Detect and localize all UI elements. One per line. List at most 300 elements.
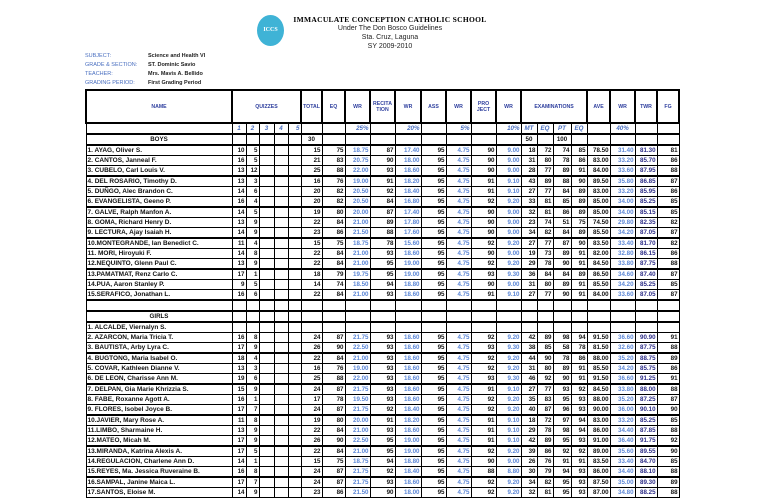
grade-cell: 91 [471, 426, 496, 436]
grade-cell: 19.00 [395, 436, 421, 447]
grade-cell: 77 [537, 384, 553, 395]
grade-cell: 8 [246, 467, 259, 478]
grade-cell: 87 [657, 228, 679, 239]
grade-cell: 25 [301, 374, 322, 385]
grade-cell: 94 [370, 457, 395, 467]
student-row [86, 415, 679, 426]
grade-cell: 91 [471, 187, 496, 197]
grade-cell: 9.20 [496, 488, 521, 498]
grade-cell [496, 322, 521, 333]
grade-cell [288, 176, 301, 187]
grade-cell: 95 [370, 259, 395, 270]
blank-cell [657, 123, 679, 134]
grade-cell [274, 197, 288, 208]
grade-cell: 81 [537, 197, 553, 208]
grade-cell [274, 364, 288, 374]
grade-cell: 18 [521, 415, 537, 426]
grade-cell: 9.20 [496, 395, 521, 405]
grade-cell: 88 [657, 467, 679, 478]
meta-subject [85, 53, 205, 60]
grade-cell [274, 166, 288, 177]
grade-cell [259, 187, 274, 197]
blank-cell [610, 311, 635, 322]
grade-cell: 95 [421, 353, 446, 364]
grade-cell: 88 [322, 374, 345, 385]
grade-cell [259, 333, 274, 343]
grade-cell: 88.75 [635, 353, 657, 364]
grade-cell: 18.75 [345, 145, 370, 156]
grade-cell: 40 [521, 405, 537, 416]
student-row [86, 187, 679, 197]
grade-cell [259, 290, 274, 301]
grade-cell: 91 [471, 415, 496, 426]
grade-cell: 33.40 [610, 238, 635, 249]
grade-cell: 35.20 [610, 395, 635, 405]
grade-cell: 44 [521, 353, 537, 364]
grade-cell [259, 457, 274, 467]
grade-cell: 19.75 [345, 269, 370, 280]
grade-cell: 34.20 [610, 280, 635, 290]
grade-cell [259, 238, 274, 249]
grade-cell [571, 322, 587, 333]
grade-cell: 4.75 [446, 156, 471, 166]
subheader-row [86, 123, 679, 134]
student-name: 3. BAUTISTA, Arby Lyra C. [86, 343, 232, 354]
grade-cell: 14 [232, 249, 246, 259]
grade-cell: 31 [521, 156, 537, 166]
grade-cell: 4.75 [446, 290, 471, 301]
grade-cell [288, 249, 301, 259]
blank-cell [301, 311, 322, 322]
grade-cell: 27 [521, 384, 537, 395]
grade-cell: 17.40 [395, 207, 421, 218]
grade-cell: 91 [571, 249, 587, 259]
header-wr: WR [395, 90, 421, 123]
grade-cell: 4.75 [446, 477, 471, 488]
grade-cell: 74.50 [587, 218, 610, 228]
grade-cell: 21.00 [345, 290, 370, 301]
blank-cell [446, 311, 471, 322]
grade-cell: 87 [370, 145, 395, 156]
grade-cell: 9 [246, 488, 259, 498]
blank-cell [301, 300, 322, 311]
grade-cell [274, 207, 288, 218]
grade-cell [274, 343, 288, 354]
grade-cell: 9.20 [496, 364, 521, 374]
grade-cell: 18.60 [395, 290, 421, 301]
grade-cell: 87.85 [635, 426, 657, 436]
quiz-number: 5 [288, 123, 301, 134]
grade-cell: 16 [232, 395, 246, 405]
grade-cell: 15 [232, 384, 246, 395]
grade-cell: 83.00 [587, 187, 610, 197]
grade-cell: 33.80 [610, 259, 635, 270]
grade-cell: 87 [322, 467, 345, 478]
grade-cell: 87.00 [587, 488, 610, 498]
grade-cell [274, 322, 288, 333]
student-row [86, 405, 679, 416]
grade-cell: 34 [521, 477, 537, 488]
grade-cell: 39 [521, 446, 537, 457]
grade-cell: 81.70 [635, 238, 657, 249]
grade-cell: 4.75 [446, 457, 471, 467]
grade-cell: 19.00 [345, 176, 370, 187]
grade-cell: 3 [246, 364, 259, 374]
grade-cell: 18.60 [395, 477, 421, 488]
grade-cell: 84.50 [587, 384, 610, 395]
student-name: 6. DE LEON, Charisse Ann M. [86, 374, 232, 385]
blank-cell [587, 134, 610, 145]
grade-cell: 92 [370, 187, 395, 197]
header-recitation: RECITA TION [370, 90, 395, 123]
grade-cell: 21.50 [345, 228, 370, 239]
grade-cell [288, 426, 301, 436]
meta-grade-section [85, 62, 195, 69]
grade-cell: 18.20 [395, 415, 421, 426]
grade-cell: 9.20 [496, 259, 521, 270]
grade-cell: 9.10 [496, 187, 521, 197]
grade-cell: 86 [657, 187, 679, 197]
grade-cell: 89 [553, 364, 571, 374]
grade-cell: 93 [370, 477, 395, 488]
student-row [86, 176, 679, 187]
grade-cell: 91.50 [587, 374, 610, 385]
grade-cell: 90 [571, 176, 587, 187]
grade-cell: 21.00 [345, 259, 370, 270]
grade-cell: 80 [322, 207, 345, 218]
grade-cell [610, 322, 635, 333]
grade-cell: 86.00 [587, 467, 610, 478]
section-label: BOYS [86, 134, 232, 145]
grade-cell: 19 [521, 249, 537, 259]
grade-cell [288, 218, 301, 228]
grade-cell: 95 [553, 395, 571, 405]
grade-cell [259, 446, 274, 457]
grade-cell: 78 [370, 238, 395, 249]
grade-cell: 78 [537, 259, 553, 270]
grade-cell [259, 426, 274, 436]
grade-cell [288, 187, 301, 197]
grade-cell: 33.20 [610, 415, 635, 426]
grade-cell: 90 [322, 343, 345, 354]
grade-cell: 4.75 [446, 333, 471, 343]
grade-cell: 83.00 [587, 156, 610, 166]
grade-cell: 4.75 [446, 415, 471, 426]
grade-cell: 21.00 [345, 446, 370, 457]
grade-cell [274, 426, 288, 436]
grade-cell: 27 [521, 238, 537, 249]
grade-cell: 4.75 [446, 176, 471, 187]
student-name: 12.MATEO, Micah M. [86, 436, 232, 447]
grade-cell: 88 [553, 176, 571, 187]
grade-cell: 84 [322, 218, 345, 228]
blank-cell [521, 300, 537, 311]
student-name: 8. FABE, Roxanne Agott A. [86, 395, 232, 405]
grade-cell: 4.75 [446, 353, 471, 364]
grade-cell: 22 [301, 446, 322, 457]
grade-cell: 20 [301, 187, 322, 197]
grade-cell: 90 [471, 249, 496, 259]
grade-cell: 18.60 [395, 249, 421, 259]
grade-cell [274, 457, 288, 467]
grade-cell: 87.05 [635, 290, 657, 301]
grade-cell: 4.75 [446, 166, 471, 177]
blank-cell [288, 311, 301, 322]
grade-cell: 87 [322, 333, 345, 343]
grade-cell: 94 [370, 280, 395, 290]
grade-cell: 95 [421, 405, 446, 416]
grade-cell: 91 [471, 290, 496, 301]
grade-cell [274, 280, 288, 290]
grade-cell: 9 [246, 228, 259, 239]
grade-cell: 86 [657, 249, 679, 259]
grade-cell: 21.00 [345, 218, 370, 228]
grade-cell: 86.50 [587, 269, 610, 280]
blank-cell [537, 300, 553, 311]
grade-cell: 92 [553, 446, 571, 457]
grade-cell: 88 [657, 166, 679, 177]
grade-cell: 93 [571, 436, 587, 447]
student-name: 11.LIMBO, Sharmaine H. [86, 426, 232, 436]
student-name: 1. AYAG, Oliver S. [86, 145, 232, 156]
grade-cell [259, 477, 274, 488]
grade-cell: 95 [421, 166, 446, 177]
grade-cell: 85 [657, 197, 679, 208]
exam-col-pt: PT [553, 123, 571, 134]
grade-cell: 21.75 [345, 333, 370, 343]
grade-cell: 95 [421, 176, 446, 187]
grade-cell: 92 [471, 405, 496, 416]
blank-cell [446, 134, 471, 145]
blank-cell [301, 123, 322, 134]
grade-cell: 17.80 [395, 218, 421, 228]
grade-cell [259, 405, 274, 416]
grade-cell: 20 [301, 197, 322, 208]
grade-cell: 92 [471, 259, 496, 270]
grade-cell: 95 [370, 269, 395, 280]
grade-cell: 18.00 [395, 156, 421, 166]
grade-cell: 95 [421, 207, 446, 218]
grade-cell: 19.00 [395, 446, 421, 457]
student-row [86, 156, 679, 166]
header-project: PRO JECT [471, 90, 496, 123]
grade-cell: 9.10 [496, 415, 521, 426]
grade-cell: 4.75 [446, 395, 471, 405]
grade-cell: 92 [571, 384, 587, 395]
grade-cell: 34.60 [610, 269, 635, 280]
grade-cell: 6 [246, 374, 259, 385]
grade-cell: 35.80 [610, 176, 635, 187]
grade-cell: 78.50 [587, 145, 610, 156]
grade-cell [288, 436, 301, 447]
grade-cell: 17 [232, 446, 246, 457]
grade-cell: 21.75 [345, 405, 370, 416]
grade-cell: 75 [322, 238, 345, 249]
meta-label: GRADE & SECTION: [85, 62, 138, 68]
grade-cell: 5 [246, 156, 259, 166]
grade-cell [553, 322, 571, 333]
grade-cell: 23 [301, 228, 322, 239]
grade-cell: 33.60 [610, 166, 635, 177]
grade-cell: 42 [521, 333, 537, 343]
blank-cell [322, 300, 345, 311]
grade-cell: 91 [471, 176, 496, 187]
grade-cell: 95 [553, 477, 571, 488]
grade-cell: 89 [553, 166, 571, 177]
grade-cell: 95 [421, 333, 446, 343]
grade-cell: 34.80 [610, 488, 635, 498]
header-wr: WR [446, 90, 471, 123]
blank-cell [471, 123, 496, 134]
grade-cell: 4.75 [446, 207, 471, 218]
meta-label: TEACHER: [85, 71, 113, 77]
blank-cell [370, 300, 395, 311]
grade-cell: 9.10 [496, 176, 521, 187]
grade-cell [274, 446, 288, 457]
grade-cell: 92 [471, 446, 496, 457]
grade-cell: 95 [421, 290, 446, 301]
exam-col-mt: MT [521, 123, 537, 134]
section-row [86, 311, 679, 322]
grade-cell: 33 [521, 197, 537, 208]
grade-cell: 51 [553, 218, 571, 228]
blank-cell [288, 134, 301, 145]
blank-cell [421, 300, 446, 311]
grade-cell: 17.60 [395, 228, 421, 239]
header-fg: FG [657, 90, 679, 123]
grade-cell: 19.00 [395, 259, 421, 270]
grade-cell: 9.20 [496, 333, 521, 343]
grade-cell: 9.00 [496, 228, 521, 239]
grade-cell: 18.75 [345, 238, 370, 249]
student-name: 9. FLORES, Isobel Joyce B. [86, 405, 232, 416]
grade-cell: 4.75 [446, 249, 471, 259]
grade-cell: 82 [537, 477, 553, 488]
grade-cell: 84 [322, 259, 345, 270]
blank-cell [232, 300, 246, 311]
blank-cell [537, 134, 553, 145]
mt-total-items: 50 [521, 134, 537, 145]
blank-cell [635, 123, 657, 134]
grade-cell: 8 [246, 415, 259, 426]
grade-cell: 20.75 [345, 156, 370, 166]
grade-cell [259, 353, 274, 364]
grade-cell: 35.00 [610, 477, 635, 488]
meta-teacher [85, 71, 203, 78]
grade-cell: 87.50 [587, 477, 610, 488]
grade-cell: 5 [246, 145, 259, 156]
grade-cell: 84.50 [587, 259, 610, 270]
student-row [86, 457, 679, 467]
grade-cell: 85 [657, 415, 679, 426]
grade-cell: 85.15 [635, 207, 657, 218]
header-name: NAME [86, 90, 232, 123]
blank-cell [246, 311, 259, 322]
grade-cell: 20.50 [345, 187, 370, 197]
grade-cell: 4.75 [446, 426, 471, 436]
grade-cell: 84 [322, 426, 345, 436]
grade-cell: 21.75 [345, 467, 370, 478]
student-name: 11. MORI, Hiroyuki F. [86, 249, 232, 259]
grade-cell: 91 [553, 457, 571, 467]
grade-cell [537, 322, 553, 333]
student-row [86, 238, 679, 249]
blank-cell [86, 300, 232, 311]
grade-cell: 29.80 [610, 218, 635, 228]
grade-cell: 16 [301, 364, 322, 374]
grade-cell: 29 [521, 426, 537, 436]
grade-cell [288, 415, 301, 426]
grade-cell: 97 [553, 415, 571, 426]
grade-cell: 87 [537, 405, 553, 416]
grade-cell: 95 [421, 436, 446, 447]
grade-cell: 13 [232, 259, 246, 270]
grade-cell: 83.00 [587, 415, 610, 426]
grade-cell: 9 [232, 280, 246, 290]
grade-cell: 14 [232, 457, 246, 467]
meta-value: First Grading Period [148, 80, 202, 86]
grade-cell: 21.75 [345, 477, 370, 488]
grade-cell: 90 [370, 156, 395, 166]
grade-cell: 83.50 [587, 457, 610, 467]
grade-cell: 18.60 [395, 426, 421, 436]
grade-cell: 26 [301, 343, 322, 354]
student-name: 14.PUA, Aaron Stanley P. [86, 280, 232, 290]
grade-cell: 85.50 [587, 280, 610, 290]
blank-cell [496, 134, 521, 145]
grade-cell: 9.30 [496, 269, 521, 280]
meta-label: SUBJECT: [85, 53, 111, 59]
grade-cell: 77 [537, 166, 553, 177]
grade-cell: 92 [471, 395, 496, 405]
blank-cell [471, 311, 496, 322]
grade-cell: 85.95 [635, 187, 657, 197]
grade-cell: 27 [521, 290, 537, 301]
grade-cell: 35 [521, 395, 537, 405]
meta-grading-period [85, 80, 201, 87]
grade-cell [259, 145, 274, 156]
grade-cell: 15.60 [395, 238, 421, 249]
grade-cell: 85 [553, 197, 571, 208]
grade-cell: 9 [246, 384, 259, 395]
grade-cell: 30 [521, 467, 537, 478]
grade-cell: 22 [301, 218, 322, 228]
grade-cell: 13 [232, 176, 246, 187]
grade-cell: 90 [553, 374, 571, 385]
grade-cell: 13 [232, 166, 246, 177]
grade-cell: 22.00 [345, 166, 370, 177]
blank-cell [587, 311, 610, 322]
grade-cell [288, 384, 301, 395]
grade-cell: 93 [370, 343, 395, 354]
grade-cell: 29 [521, 259, 537, 270]
grade-cell: 36.00 [610, 405, 635, 416]
grade-cell: 87 [657, 176, 679, 187]
student-name: 7. DELPAN, Gia Marie Khrizzia S. [86, 384, 232, 395]
grade-cell: 82.35 [635, 218, 657, 228]
grade-cell: 95 [421, 384, 446, 395]
grade-cell: 89 [657, 353, 679, 364]
grade-cell [635, 322, 657, 333]
student-name: 6. EVANGELISTA, Geeno P. [86, 197, 232, 208]
grade-cell: 82 [322, 187, 345, 197]
student-row [86, 446, 679, 457]
grade-cell: 82 [537, 228, 553, 239]
grade-cell: 14 [232, 207, 246, 218]
student-name: 4. BUGTONG, Maria Isabel O. [86, 353, 232, 364]
student-row [86, 207, 679, 218]
grade-cell: 4.75 [446, 145, 471, 156]
